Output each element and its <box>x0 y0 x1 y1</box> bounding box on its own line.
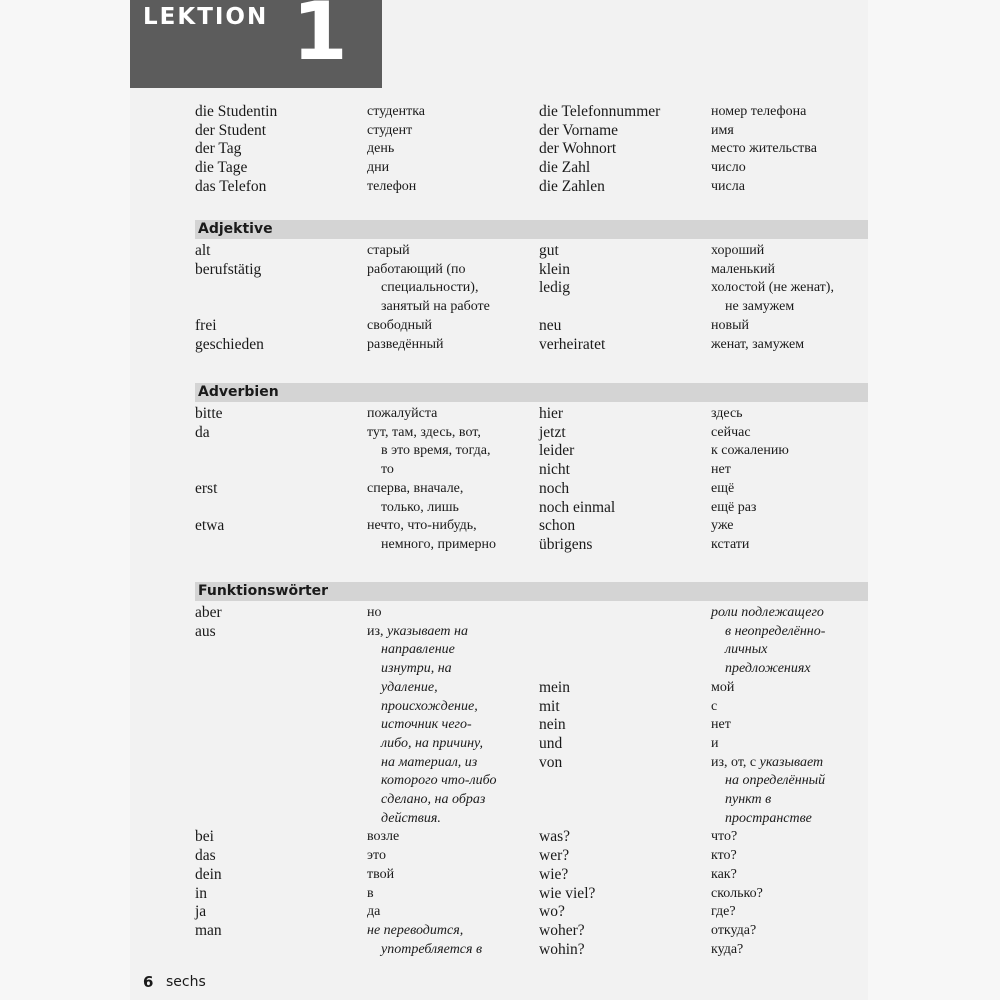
adverbien-entry: в это время, тогда, <box>381 443 491 459</box>
lektion-label: LEKTION <box>143 4 269 30</box>
funktionswoerter-entry: ja <box>195 903 207 921</box>
section-header-funktionswoerter: Funktionswörter <box>195 582 868 601</box>
funktionswoerter-entry <box>539 660 711 679</box>
adverbien-entry <box>195 461 367 480</box>
nouns-cell: место жительства <box>711 141 817 157</box>
funktionswoerter-col3 <box>539 604 711 959</box>
adverbien-entry: нет <box>711 462 731 478</box>
nouns-cell: номер телефона <box>711 104 807 119</box>
adverbien-col2 <box>367 405 539 555</box>
funktionswoerter-entry: на определённый <box>725 773 826 789</box>
funktionswoerter-entry: woher? <box>539 921 585 939</box>
nouns-cell: день <box>367 141 395 157</box>
adverbien-entry: etwa <box>195 517 225 535</box>
funktionswoerter-entry: куда? <box>711 941 744 957</box>
adverbien-entry: сейчас <box>711 424 751 440</box>
adverbien-entry: только, лишь <box>381 499 459 515</box>
funktionswoerter-entry: нет <box>711 717 731 733</box>
funktionswoerter-entry: mit <box>539 697 560 715</box>
funktionswoerter-entry <box>539 641 711 660</box>
nouns-cell: die Studentin <box>195 103 278 120</box>
adjektive-entry: geschieden <box>195 335 264 353</box>
funktionswoerter-entry: was? <box>539 828 570 846</box>
lektion-number: 1 <box>292 0 348 78</box>
adjektive-entry <box>195 279 367 298</box>
nouns-cell: die Zahl <box>539 159 591 177</box>
funktionswoerter-entry: aus <box>195 622 216 640</box>
adverbien-entry: немного, примерно <box>381 536 497 552</box>
adjektive-entry: занятый на работе <box>381 299 490 315</box>
page-number-word: sechs <box>166 974 206 990</box>
funktionswoerter-entry: das <box>195 847 216 865</box>
funktionswoerter-entry: в неопределённо- <box>725 623 826 639</box>
funktionswoerter-entry: сделано, на образ <box>381 792 486 808</box>
adjektive-entry <box>539 298 711 317</box>
funktionswoerter-entry <box>539 772 711 791</box>
funktionswoerter-entry <box>195 810 367 829</box>
adjektive-entry: работающий (по <box>367 261 466 277</box>
nouns-cell: студентка <box>367 104 426 119</box>
adverbien-entry: jetzt <box>539 423 566 441</box>
funktionswoerter-entry: и <box>711 735 719 751</box>
funktionswoerter-entry: изнутри, на <box>381 661 452 677</box>
adverbien-entry: пожалуйста <box>367 406 438 421</box>
funktionswoerter-entry: направление <box>381 642 455 658</box>
adjektive-col1 <box>195 242 367 354</box>
funktionswoerter-entry: твой <box>367 866 395 882</box>
adjektive-col3 <box>539 242 711 354</box>
funktionswoerter-entry: либо, на причину, <box>381 735 484 751</box>
funktionswoerter-entry <box>195 660 367 679</box>
adverbien-entry: нечто, что-нибудь, <box>367 518 477 534</box>
adjektive-entry: разведённый <box>367 336 444 352</box>
adjektive-section <box>195 220 865 354</box>
funktionswoerter-entry: не переводится, <box>367 922 464 938</box>
nouns-cell: число <box>711 160 746 176</box>
adjektive-entry: не замужем <box>725 299 795 315</box>
funktionswoerter-entry <box>195 716 367 735</box>
funktionswoerter-entry: und <box>539 734 563 752</box>
adverbien-entry: schon <box>539 517 576 535</box>
funktionswoerter-entry <box>195 698 367 717</box>
funktionswoerter-entry: von <box>539 753 563 771</box>
nouns-cell: der Wohnort <box>539 140 617 158</box>
adjektive-entry: berufstätig <box>195 260 262 278</box>
nouns-cell: die Zahlen <box>539 177 605 195</box>
adverbien-entry: leider <box>539 442 575 460</box>
funktionswoerter-entry <box>539 810 711 829</box>
funktionswoerter-entry: с <box>711 698 718 714</box>
nouns-cell: der Student <box>195 121 267 139</box>
adverbien-col4 <box>711 405 865 555</box>
adverbien-entry: bitte <box>195 405 223 422</box>
nouns-cell: das Telefon <box>195 177 267 195</box>
funktionswoerter-entry: aber <box>195 604 222 621</box>
funktionswoerter-entry <box>539 604 711 623</box>
adjektive-entry: хороший <box>711 243 765 258</box>
adverbien-entry: nicht <box>539 461 570 479</box>
funktionswoerter-entry <box>195 791 367 810</box>
funktionswoerter-entry: nein <box>539 716 566 734</box>
funktionswoerter-entry: wo? <box>539 903 565 921</box>
funktionswoerter-entry: употребляется в <box>381 941 483 957</box>
funktionswoerter-entry: действия. <box>381 810 441 826</box>
adverbien-entry: noch einmal <box>539 498 616 516</box>
funktionswoerter-entry: bei <box>195 828 214 846</box>
funktionswoerter-entry: где? <box>711 904 736 920</box>
adjektive-col4 <box>711 242 865 354</box>
funktionswoerter-col2 <box>367 604 539 959</box>
adverbien-entry <box>195 442 367 461</box>
nouns-cell: der Tag <box>195 140 242 158</box>
adjektive-entry: frei <box>195 316 217 334</box>
funktionswoerter-entry: пункт в <box>725 792 772 808</box>
nouns-section <box>195 103 865 197</box>
funktionswoerter-entry: удаление, <box>381 679 438 695</box>
funktionswoerter-entry <box>195 641 367 660</box>
adjektive-entry: женат, замужем <box>711 336 805 352</box>
funktionswoerter-col1 <box>195 604 367 959</box>
funktionswoerter-entry: как? <box>711 866 737 882</box>
adjektive-grid <box>195 242 865 354</box>
funktionswoerter-entry: личных <box>725 642 768 658</box>
adverbien-entry: ещё <box>711 480 735 496</box>
adverbien-entry: кстати <box>711 536 750 552</box>
nouns-cell: die Tage <box>195 159 248 177</box>
funktionswoerter-entry: wer? <box>539 847 570 865</box>
funktionswoerter-entry: wie viel? <box>539 884 596 902</box>
nouns-grid <box>195 103 865 197</box>
funktionswoerter-entry <box>539 791 711 810</box>
adverbien-entry: noch <box>539 479 570 497</box>
adjektive-entry: neu <box>539 316 562 334</box>
funktionswoerter-entry: in <box>195 884 208 902</box>
funktionswoerter-entry: wie? <box>539 865 569 883</box>
section-header-adjektive: Adjektive <box>195 220 868 239</box>
adjektive-entry: ledig <box>539 279 570 297</box>
nouns-cell: студент <box>367 122 413 138</box>
funktionswoerter-entry: это <box>367 848 386 864</box>
nouns-cell: die Telefonnummer <box>539 103 661 120</box>
funktionswoerter-grid <box>195 604 865 959</box>
adverbien-section <box>195 383 865 555</box>
adjektive-entry: специальности), <box>381 280 479 296</box>
adjektive-entry: gut <box>539 242 559 259</box>
funktionswoerter-entry: что? <box>711 829 738 845</box>
nouns-cell: числа <box>711 178 745 194</box>
adjektive-entry: alt <box>195 242 211 259</box>
nouns-cell: der Vorname <box>539 121 619 139</box>
funktionswoerter-entry: роли подлежащего <box>711 605 824 620</box>
nouns-cell: телефон <box>367 178 417 194</box>
adverbien-col1 <box>195 405 367 555</box>
funktionswoerter-entry: в <box>367 885 374 901</box>
adjektive-entry: verheiratet <box>539 335 606 353</box>
adverbien-entry: übrigens <box>539 535 593 553</box>
funktionswoerter-entry: да <box>367 904 381 920</box>
funktionswoerter-section <box>195 582 865 959</box>
funktionswoerter-entry: кто? <box>711 848 737 864</box>
adverbien-entry: hier <box>539 405 564 422</box>
nouns-cell: имя <box>711 122 734 138</box>
adverbien-entry: ещё раз <box>711 499 757 515</box>
adverbien-entry: erst <box>195 479 218 497</box>
adjektive-entry: klein <box>539 260 570 278</box>
adverbien-entry: сперва, вначале, <box>367 480 464 496</box>
funktionswoerter-entry: на материал, из <box>381 754 478 770</box>
funktionswoerter-entry: wohin? <box>539 940 585 958</box>
adverbien-entry: da <box>195 423 210 441</box>
funktionswoerter-entry: мой <box>711 679 735 695</box>
funktionswoerter-entry <box>195 941 367 960</box>
adverbien-entry: к сожалению <box>711 443 789 459</box>
funktionswoerter-entry: пространстве <box>725 810 812 826</box>
funktionswoerter-col4 <box>711 604 865 959</box>
adverbien-entry <box>195 536 367 555</box>
funktionswoerter-entry <box>195 772 367 791</box>
funktionswoerter-entry <box>195 754 367 773</box>
adjektive-entry: маленький <box>711 261 775 277</box>
adverbien-entry <box>195 499 367 518</box>
funktionswoerter-entry: из, от, с указывает <box>711 754 824 770</box>
funktionswoerter-entry: сколько? <box>711 885 763 901</box>
adverbien-entry: тут, там, здесь, вот, <box>367 424 481 440</box>
funktionswoerter-entry: mein <box>539 678 570 696</box>
adverbien-entry: уже <box>711 518 734 534</box>
funktionswoerter-entry: предложениях <box>725 661 811 677</box>
funktionswoerter-entry: возле <box>367 829 400 845</box>
adverbien-col3 <box>539 405 711 555</box>
funktionswoerter-entry <box>539 623 711 642</box>
adjektive-entry: холостой (не женат), <box>711 280 834 296</box>
funktionswoerter-entry: происхождение, <box>381 698 478 714</box>
adjektive-entry: новый <box>711 317 750 333</box>
funktionswoerter-entry: источник чего- <box>381 717 472 733</box>
funktionswoerter-entry: man <box>195 921 222 939</box>
funktionswoerter-entry <box>195 735 367 754</box>
adverbien-entry: здесь <box>711 406 743 421</box>
section-header-adverbien: Adverbien <box>195 383 868 402</box>
funktionswoerter-entry <box>195 679 367 698</box>
funktionswoerter-entry: dein <box>195 865 222 883</box>
funktionswoerter-entry: но <box>367 605 382 620</box>
nouns-cell: дни <box>367 160 390 176</box>
adjektive-entry: свободный <box>367 317 432 333</box>
adverbien-entry: то <box>381 462 394 478</box>
adjektive-col2 <box>367 242 539 354</box>
funktionswoerter-entry: из, указывает на <box>367 623 468 639</box>
page-number: 6 <box>143 973 154 991</box>
funktionswoerter-entry: откуда? <box>711 922 757 938</box>
adverbien-grid <box>195 405 865 555</box>
adjektive-entry <box>195 298 367 317</box>
adjektive-entry: старый <box>367 243 410 258</box>
funktionswoerter-entry: которого что-либо <box>381 773 497 789</box>
